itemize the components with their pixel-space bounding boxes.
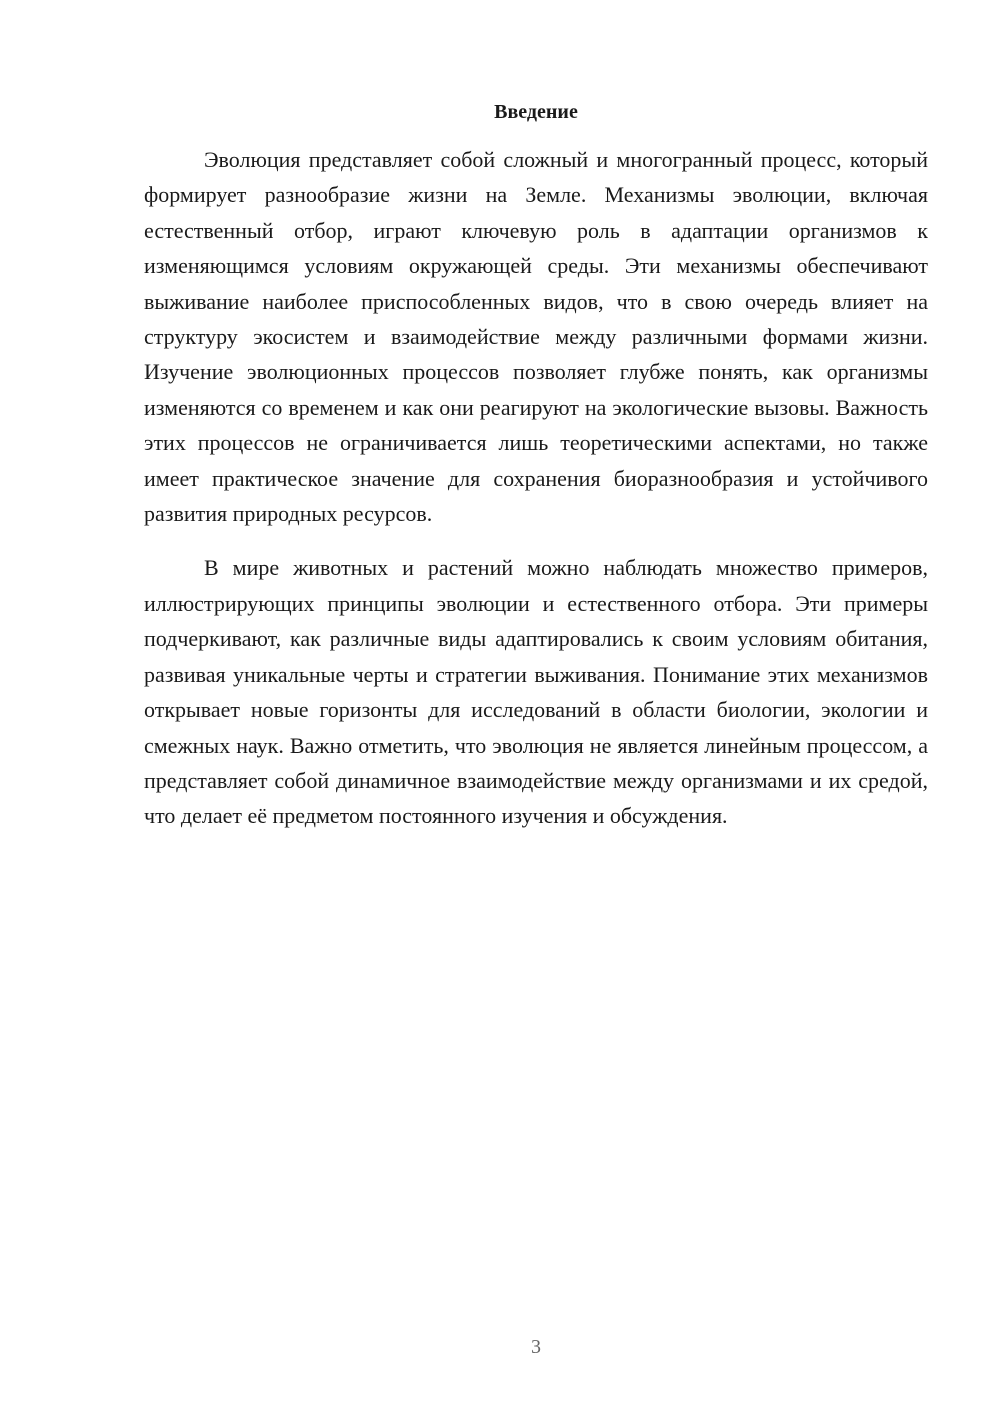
section-heading: Введение: [494, 101, 578, 123]
paragraph-2: В мире животных и растений можно наблюдать множество примеров, иллюстрирующих принципы эволюции и естественного отбора. Эти примеры подчеркивают, как различные виды адаптировались к своим условиям обитания, развивая уникальные черты и стратегии выживания. Понимание этих механизмов открывает новые горизонты для исследований в области биологии, экологии и смежных наук. Важно отметить, что эволюция не является линейным процессом, а представляет собой динамичное взаимодействие между организмами и их средой, что делает её предметом постоянного изучения и обсуждения.: [144, 555, 928, 829]
paragraph-1: Эволюция представляет собой сложный и многогранный процесс, который формирует разнообразие жизни на Земле. Механизмы эволюции, включая естественный отбор, играют ключевую роль в адаптации организмов к изменяющимся условиям окружающей среды. Эти механизмы обеспечивают выживание наиболее приспособленных видов, что в свою очередь влияет на структуру экосистем и взаимодействие между различными формами жизни. Изучение эволюционных процессов позволяет глубже понять, как организмы изменяются со временем и как они реагируют на экологические вызовы. Важность этих процессов не ограничивается лишь теоретическими аспектами, но также имеет практическое значение для сохранения биоразнообразия и устойчивого развития природных ресурсов.: [144, 147, 928, 527]
page-number: 3: [531, 1336, 541, 1358]
body-text: [144, 142, 928, 834]
